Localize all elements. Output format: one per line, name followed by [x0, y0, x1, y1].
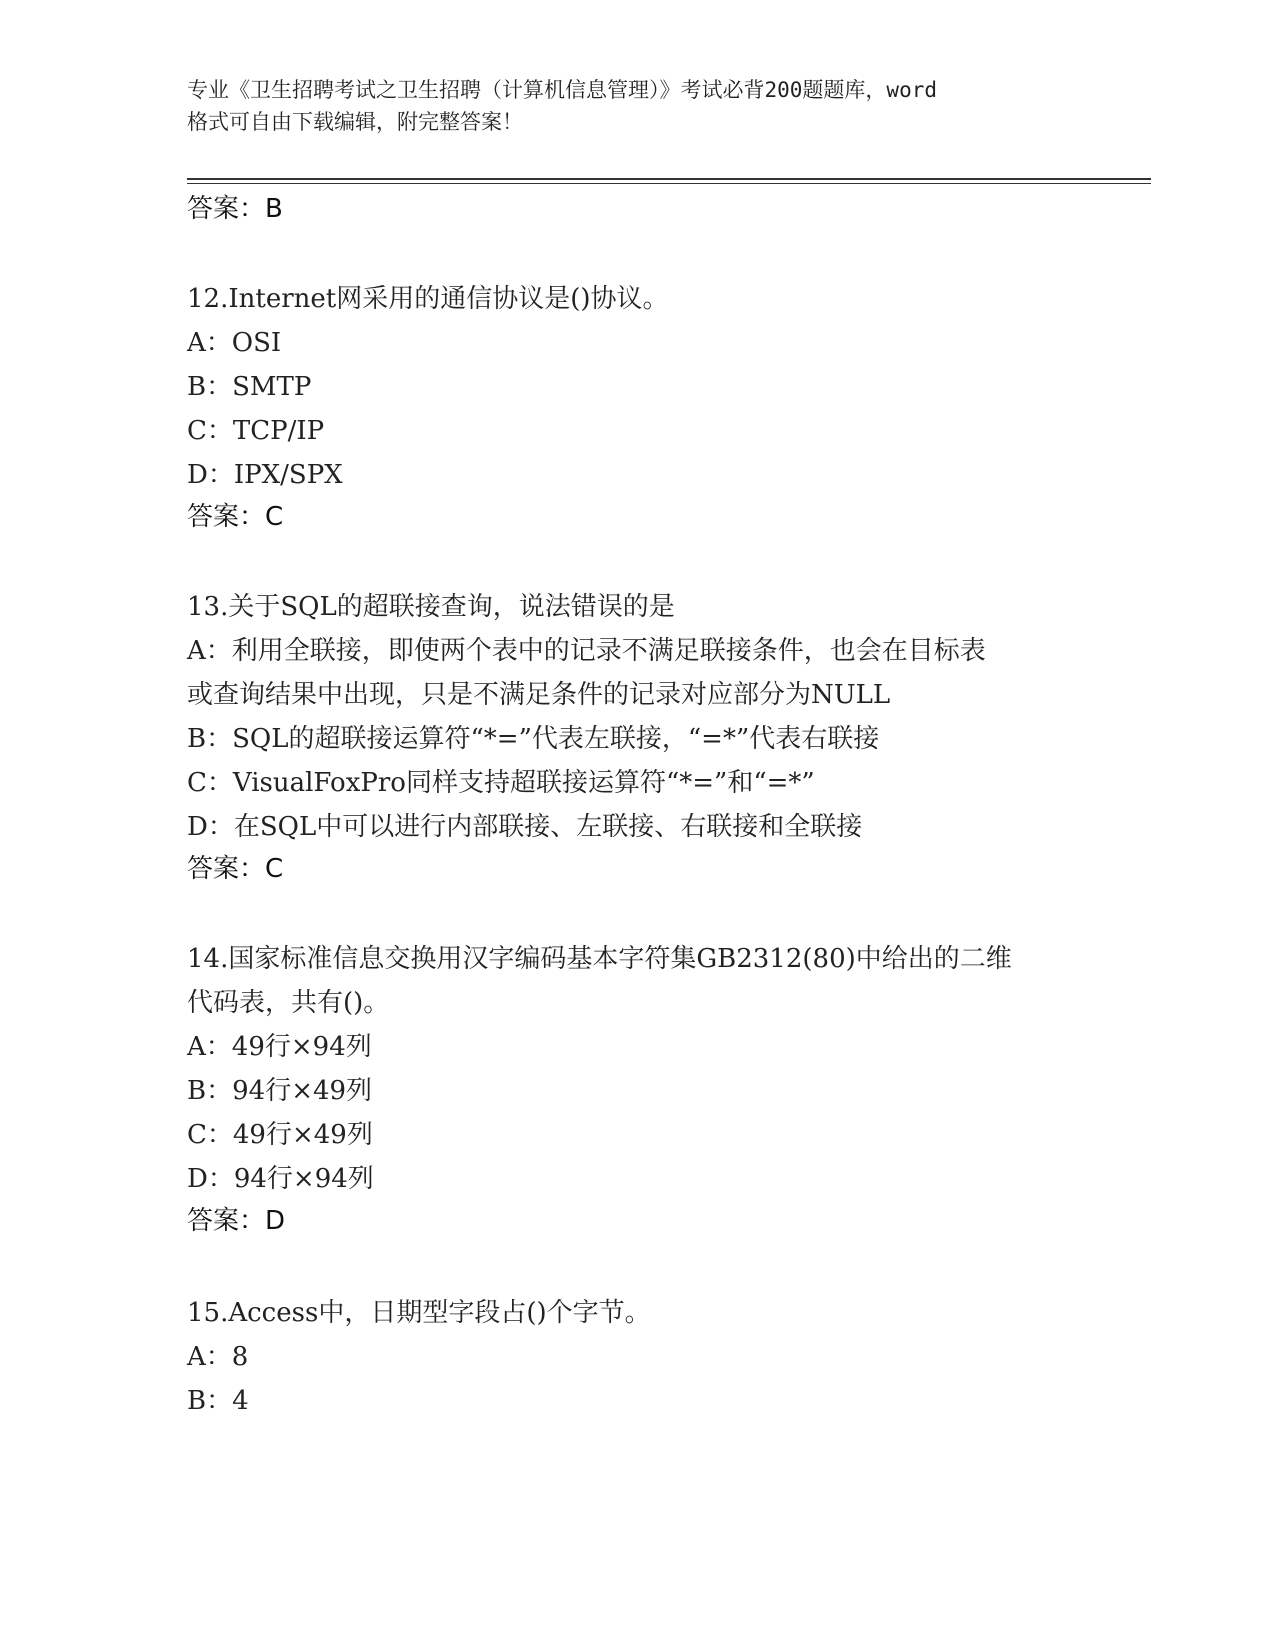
q12-option-b: B：SMTP [187, 372, 312, 402]
answer-q11: 答案：B [187, 194, 283, 224]
q14-option-b: B：94行×49列 [187, 1076, 373, 1106]
question-12: 12.Internet网采用的通信协议是()协议。 [187, 284, 669, 314]
question-14-line-1: 14.国家标准信息交换用汉字编码基本字符集GB2312(80)中给出的二维 [187, 944, 1012, 974]
q14-option-c: C：49行×49列 [187, 1120, 373, 1150]
question-14-line-2: 代码表，共有()。 [187, 988, 390, 1018]
header-divider-thin [187, 183, 1151, 184]
q13-option-b: B：SQL的超联接运算符“*=”代表左联接，“=*”代表右联接 [187, 724, 880, 754]
answer-q12: 答案：C [187, 502, 284, 532]
q14-option-d: D：94行×94列 [187, 1164, 374, 1194]
q13-option-a-line-2: 或查询结果中出现，只是不满足条件的记录对应部分为NULL [187, 680, 891, 710]
answer-q13: 答案：C [187, 854, 284, 884]
q12-option-c: C：TCP/IP [187, 416, 325, 446]
question-15: 15.Access中，日期型字段占()个字节。 [187, 1298, 651, 1328]
header-divider-thick [187, 178, 1151, 180]
q15-option-b: B：4 [187, 1386, 249, 1416]
header-line-1: 专业《卫生招聘考试之卫生招聘（计算机信息管理）》考试必背200题题库，word [187, 78, 937, 102]
q13-option-d: D：在SQL中可以进行内部联接、左联接、右联接和全联接 [187, 812, 863, 842]
q12-option-a: A：OSI [187, 328, 282, 358]
q14-option-a: A：49行×94列 [187, 1032, 372, 1062]
answer-q14: 答案：D [187, 1206, 286, 1236]
q13-option-a-line-1: A：利用全联接，即使两个表中的记录不满足联接条件，也会在目标表 [187, 636, 986, 666]
q15-option-a: A：8 [187, 1342, 249, 1372]
q13-option-c: C：VisualFoxPro同样支持超联接运算符“*=”和“=*” [187, 768, 815, 798]
header-line-2: 格式可自由下载编辑，附完整答案！ [187, 110, 523, 134]
question-13: 13.关于SQL的超联接查询，说法错误的是 [187, 592, 675, 622]
q12-option-d: D：IPX/SPX [187, 460, 343, 490]
document-header [187, 74, 1087, 138]
